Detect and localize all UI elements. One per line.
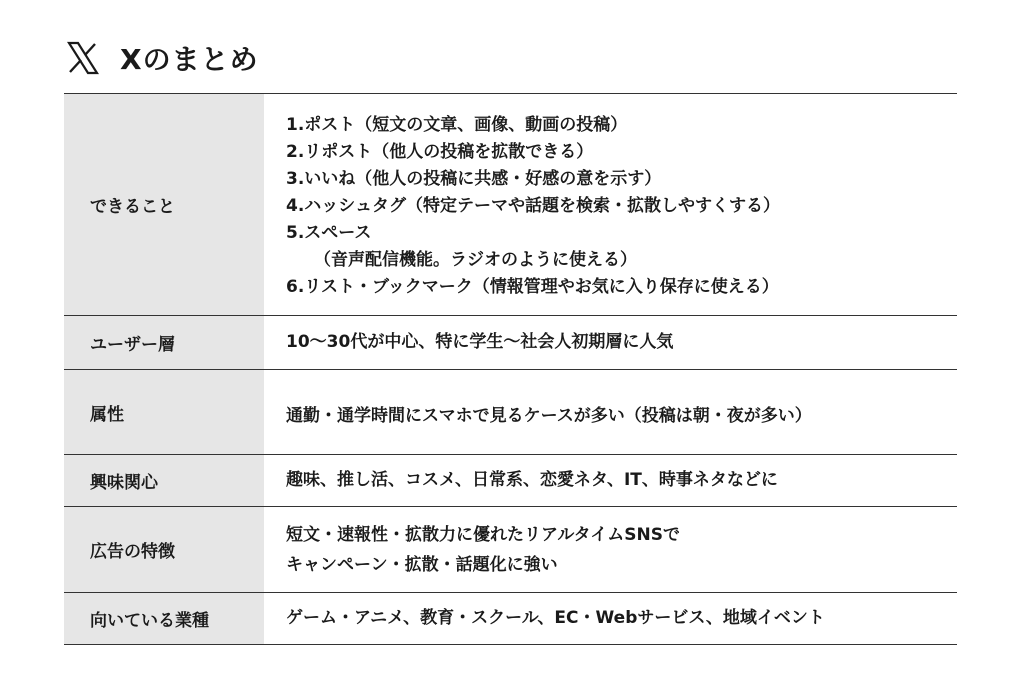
row-label: 向いている業種 <box>64 593 264 644</box>
row-value <box>264 455 957 506</box>
table-row-user-base <box>64 316 957 370</box>
row-value <box>264 370 957 454</box>
row-value <box>264 316 957 369</box>
table-row-ad-features <box>64 507 957 593</box>
row-label: 広告の特徴 <box>64 507 264 592</box>
row-label: 興味関心 <box>64 455 264 506</box>
value-text: 短文・速報性・拡散力に優れたリアルタイムSNSで <box>286 524 681 545</box>
list-item: 4.ハッシュタグ（特定テーマや話題を検索・拡散しやすくする） <box>286 196 780 216</box>
row-value <box>264 94 957 315</box>
row-label: ユーザー層 <box>64 316 264 369</box>
list-item: 5.スペース <box>286 223 372 243</box>
value-text: キャンペーン・拡散・話題化に強い <box>286 554 558 575</box>
page-title: Xのまとめ <box>120 43 259 76</box>
row-label: 属性 <box>64 370 264 454</box>
value-text: 通勤・通学時間にスマホで見るケースが多い（投稿は朝・夜が多い） <box>286 405 812 426</box>
list-item: 2.リポスト（他人の投稿を拡散できる） <box>286 142 594 162</box>
table-row-capabilities <box>64 94 957 316</box>
list-item: 3.いいね（他人の投稿に共感・好感の意を示す） <box>286 169 662 189</box>
value-text: 10〜30代が中心、特に学生〜社会人初期層に人気 <box>286 332 674 352</box>
summary-table <box>64 93 957 645</box>
list-item-detail: （音声配信機能。ラジオのように使える） <box>314 250 637 270</box>
value-text: ゲーム・アニメ、教育・スクール、EC・Webサービス、地域イベント <box>286 608 825 628</box>
row-value <box>264 593 957 644</box>
row-value <box>264 507 957 592</box>
table-row-interests <box>64 455 957 507</box>
x-logo-icon <box>66 41 100 75</box>
table-row-suited-industries <box>64 593 957 645</box>
value-text: 趣味、推し活、コスメ、日常系、恋愛ネタ、IT、時事ネタなどに <box>286 470 778 490</box>
list-item: 1.ポスト（短文の文章、画像、動画の投稿） <box>286 115 628 135</box>
row-label: できること <box>64 94 264 315</box>
list-item: 6.リスト・ブックマーク（情報管理やお気に入り保存に使える） <box>286 277 779 297</box>
page-header <box>66 38 259 78</box>
table-row-attributes <box>64 370 957 455</box>
